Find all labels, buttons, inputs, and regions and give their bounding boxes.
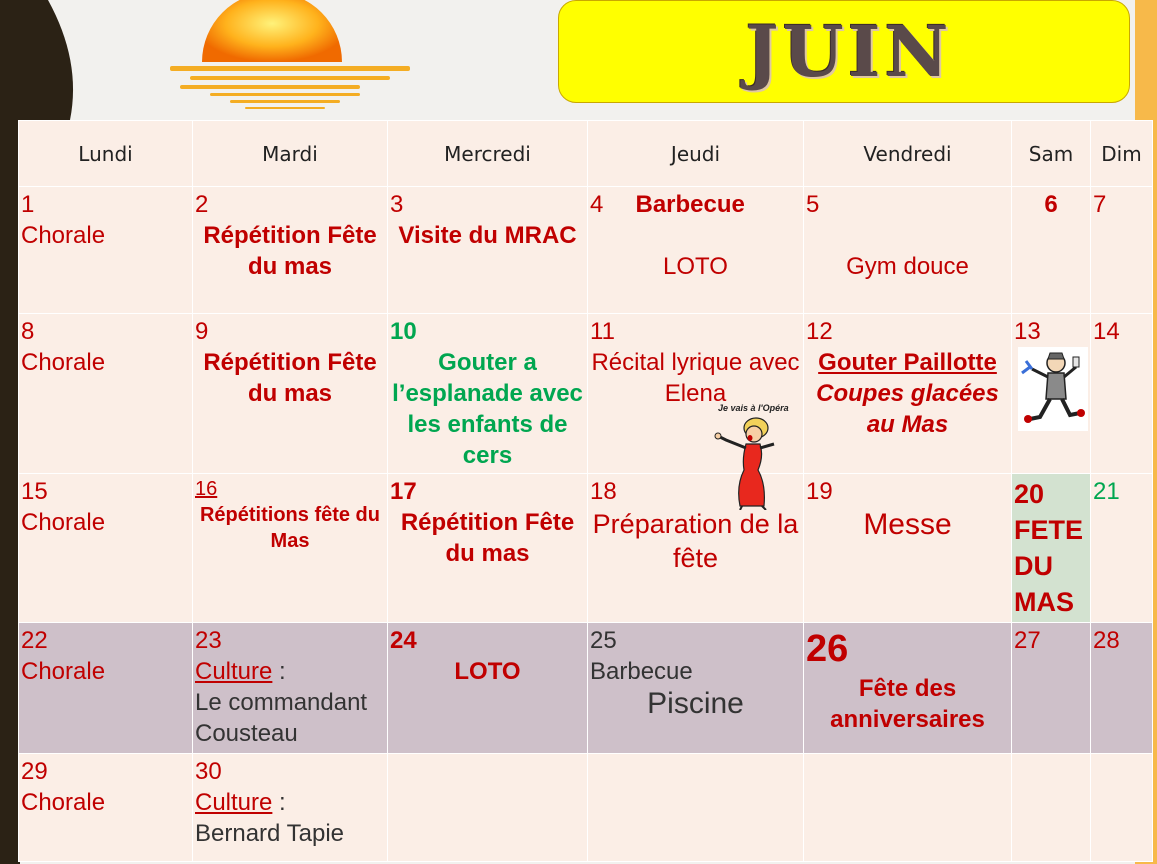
- day-number: 29: [21, 758, 48, 785]
- day-cell-empty: [1012, 754, 1091, 862]
- day-number: 4: [590, 191, 604, 218]
- day-number: 9: [195, 318, 209, 345]
- day-cell: [1091, 314, 1153, 474]
- event-text: Préparation de la fête: [592, 509, 799, 573]
- day-cell: [1091, 474, 1153, 623]
- day-number: 26: [806, 628, 849, 670]
- event-text: Répétition Fête du mas: [203, 222, 377, 280]
- day-cell: [588, 187, 804, 314]
- day-number: 28: [1093, 627, 1120, 654]
- week-row: [19, 474, 1153, 623]
- day-cell: [193, 623, 388, 754]
- day-number: 12: [806, 318, 833, 345]
- day-number: 24: [390, 627, 417, 654]
- separator: :: [272, 658, 286, 685]
- day-cell: [193, 187, 388, 314]
- weekday-header: Lundi: [19, 121, 193, 187]
- day-cell: [19, 623, 193, 754]
- sticker-caption: Je vais à l'Opéra: [718, 403, 789, 413]
- singer-icon: [712, 414, 784, 510]
- event-text: Coupes glacées au Mas: [816, 380, 999, 438]
- day-cell: [19, 314, 193, 474]
- week-row: [19, 187, 1153, 314]
- day-number: 1: [21, 191, 35, 218]
- day-number: 19: [806, 478, 833, 505]
- day-cell: [388, 314, 588, 474]
- event-text: Répétitions fête du Mas: [199, 504, 380, 552]
- week-row: [19, 754, 1153, 862]
- day-cell-empty: [804, 754, 1012, 862]
- day-cell: [1012, 314, 1091, 474]
- day-number: 23: [195, 627, 222, 654]
- day-number: 11: [590, 318, 615, 345]
- day-number: 22: [21, 627, 48, 654]
- day-cell-empty: [588, 754, 804, 862]
- day-cell: [193, 314, 388, 474]
- event-text: Piscine: [647, 687, 744, 720]
- month-title: JUIN: [745, 10, 953, 93]
- event-text: Gouter a l’esplanade avec les enfants de cers: [392, 349, 583, 469]
- event-title: Barbecue: [635, 191, 745, 218]
- day-cell: [193, 474, 388, 623]
- day-cell-empty: [388, 754, 588, 862]
- weekday-header: Dim: [1091, 121, 1153, 187]
- day-number: 13: [1014, 318, 1041, 345]
- event-text: Chorale: [21, 658, 106, 685]
- culture-link[interactable]: Culture: [195, 658, 273, 685]
- weekday-header: Sam: [1012, 121, 1091, 187]
- event-text: LOTO: [663, 253, 728, 280]
- day-cell: [804, 623, 1012, 754]
- weekday-header: Vendredi: [804, 121, 1012, 187]
- day-cell: [193, 754, 388, 862]
- day-number: 17: [390, 478, 417, 505]
- day-number: 20: [1014, 479, 1045, 509]
- event-text: LOTO: [454, 658, 521, 685]
- event-text: Chorale: [21, 349, 106, 376]
- partygoer-icon: [1018, 347, 1088, 431]
- day-cell: [19, 187, 193, 314]
- event-text: Bernard Tapie: [195, 820, 344, 847]
- culture-link[interactable]: Culture: [195, 789, 273, 816]
- weekday-header: Mercredi: [388, 121, 588, 187]
- day-number: 25: [590, 627, 617, 654]
- event-text: Chorale: [21, 222, 106, 249]
- day-cell: [1012, 187, 1091, 314]
- day-cell: [1012, 623, 1091, 754]
- event-text: Chorale: [21, 789, 106, 816]
- day-cell: [19, 474, 193, 623]
- day-cell: [388, 187, 588, 314]
- day-number: 18: [590, 478, 617, 505]
- calendar-grid: [18, 120, 1153, 862]
- day-cell: [804, 187, 1012, 314]
- event-text: Le commandant Cousteau: [195, 689, 368, 747]
- day-cell: [1091, 187, 1153, 314]
- month-banner: [558, 0, 1130, 103]
- week-row: [19, 314, 1153, 474]
- day-number: 16: [195, 478, 218, 500]
- sunset-icon: [150, 0, 430, 118]
- event-title: Barbecue: [590, 658, 693, 685]
- event-text: FETE DU MAS: [1014, 515, 1084, 617]
- event-text: Récital lyrique avec Elena: [591, 349, 800, 407]
- day-cell: [804, 314, 1012, 474]
- day-number: 3: [390, 191, 404, 218]
- day-number: 8: [21, 318, 35, 345]
- event-text: Visite du MRAC: [398, 222, 577, 249]
- day-cell: [1091, 623, 1153, 754]
- day-number: 15: [21, 478, 48, 505]
- weekday-header-row: [19, 121, 1153, 187]
- day-number: 2: [195, 191, 209, 218]
- event-text: Répétition Fête du mas: [400, 509, 575, 567]
- day-number: 10: [390, 318, 417, 345]
- weekday-header: Jeudi: [588, 121, 804, 187]
- day-number: 6: [1044, 191, 1058, 218]
- separator: :: [272, 789, 286, 816]
- day-number: 7: [1093, 191, 1107, 218]
- day-number: 21: [1093, 478, 1120, 505]
- day-cell: [388, 623, 588, 754]
- day-number: 14: [1093, 318, 1120, 345]
- day-number: 27: [1014, 627, 1041, 654]
- weekday-header: Mardi: [193, 121, 388, 187]
- day-number: 30: [195, 758, 222, 785]
- event-text: Gym douce: [846, 253, 969, 280]
- event-text: Fête des anniversaires: [830, 675, 985, 733]
- day-cell: [388, 474, 588, 623]
- day-cell: [19, 754, 193, 862]
- event-text: Chorale: [21, 509, 106, 536]
- day-cell-empty: [1091, 754, 1153, 862]
- day-cell: [804, 474, 1012, 623]
- day-number: 5: [806, 191, 820, 218]
- event-text: Répétition Fête du mas: [203, 349, 377, 407]
- week-row: [19, 623, 1153, 754]
- day-cell-fete: [1012, 474, 1091, 623]
- event-text: Messe: [863, 508, 952, 541]
- event-title: Gouter Paillotte: [818, 349, 997, 376]
- day-cell: [588, 623, 804, 754]
